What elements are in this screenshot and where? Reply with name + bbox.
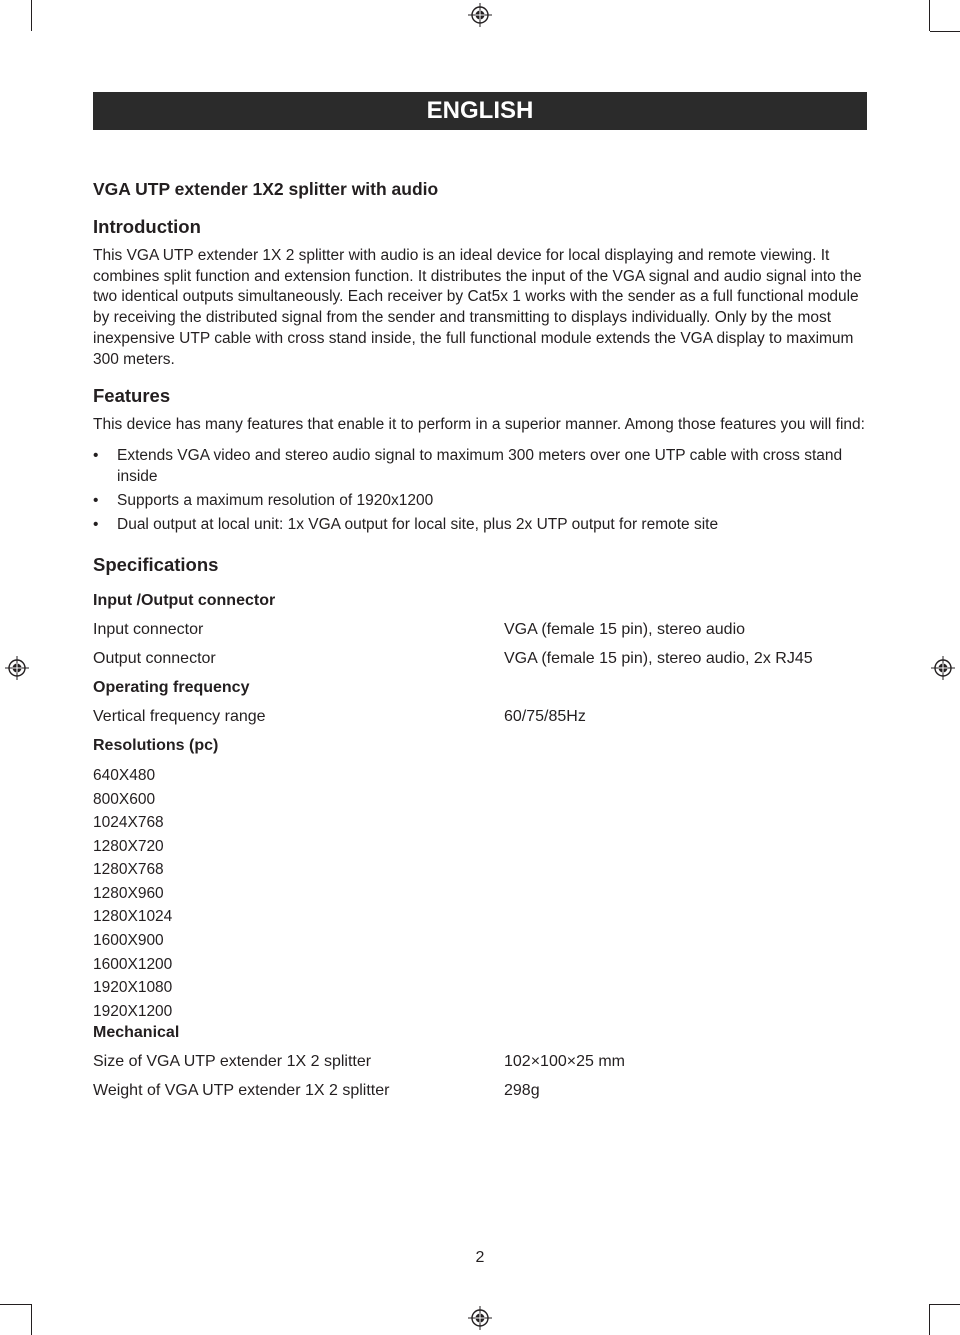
spec-value: VGA (female 15 pin), stereo audio xyxy=(504,620,746,638)
page-number: 2 xyxy=(475,1249,485,1266)
spec-value: 102×100×25 mm xyxy=(504,1053,625,1071)
spec-label: Output connector xyxy=(93,649,216,667)
page-content xyxy=(93,177,873,1101)
resolution-item: 1920X1080 xyxy=(93,979,173,997)
crop-mark-icon xyxy=(0,1304,31,1305)
registration-mark-icon xyxy=(931,656,955,680)
registration-mark-icon xyxy=(5,656,29,680)
spec-row xyxy=(93,620,873,640)
resolution-item: 1280X720 xyxy=(93,837,164,855)
features-list xyxy=(93,445,873,535)
features-section xyxy=(93,384,873,535)
crop-mark-icon xyxy=(930,31,960,32)
specifications-section xyxy=(93,553,873,1102)
spec-value: 298g xyxy=(504,1082,540,1100)
spec-label: Vertical frequency range xyxy=(93,707,266,725)
introduction-section xyxy=(93,215,873,370)
resolution-item: 1920X1200 xyxy=(93,1002,173,1020)
resolution-item: 1280X768 xyxy=(93,861,164,879)
resolution-item: 1280X960 xyxy=(93,884,164,902)
feature-text: Supports a maximum resolution of 1920x1200 xyxy=(117,491,434,509)
resolution-item: 1600X1200 xyxy=(93,955,173,973)
spec-label: Weight of VGA UTP extender 1X 2 splitter xyxy=(93,1082,390,1100)
resolutions-list xyxy=(93,764,873,1024)
language-banner: ENGLISH xyxy=(93,92,867,130)
resolution-item: 800X600 xyxy=(93,790,156,808)
features-heading: Features xyxy=(93,385,171,407)
document-title: VGA UTP extender 1X2 splitter with audio xyxy=(93,179,439,199)
feature-item xyxy=(93,490,873,511)
introduction-heading: Introduction xyxy=(93,216,201,237)
spec-value: 60/75/85Hz xyxy=(504,707,586,725)
feature-item xyxy=(93,514,873,535)
bullet-icon: • xyxy=(93,491,99,509)
crop-mark-icon xyxy=(930,1304,960,1305)
resolution-item: 1024X768 xyxy=(93,814,164,832)
crop-mark-icon xyxy=(929,1304,930,1335)
crop-mark-icon xyxy=(31,0,32,31)
feature-text: Extends VGA video and stereo audio signal to maximum 300 meters over one UTP cable with cross stand inside xyxy=(117,446,843,485)
bullet-icon: • xyxy=(93,515,99,533)
features-intro: This device has many features that enable it to perform in a superior manner. Among those features you will find: xyxy=(93,416,865,434)
spec-group-heading: Resolutions (pc) xyxy=(93,736,219,754)
spec-label: Size of VGA UTP extender 1X 2 splitter xyxy=(93,1053,372,1071)
resolution-item: 1600X900 xyxy=(93,932,164,950)
resolution-item: 640X480 xyxy=(93,766,156,784)
specifications-heading: Specifications xyxy=(93,553,219,575)
feature-text: Dual output at local unit: 1x VGA output for local site, plus 2x UTP output for remote site xyxy=(117,515,719,533)
feature-item xyxy=(93,445,873,487)
spec-row xyxy=(93,707,873,727)
spec-group-heading: Mechanical xyxy=(93,1024,180,1042)
registration-mark-icon xyxy=(468,1306,492,1330)
spec-group-heading: Input /Output connector xyxy=(93,591,276,609)
spec-row xyxy=(93,649,873,669)
resolution-item: 1280X1024 xyxy=(93,908,173,926)
spec-value: VGA (female 15 pin), stereo audio, 2x RJ45 xyxy=(504,649,813,667)
bullet-icon: • xyxy=(93,446,99,464)
spec-label: Input connector xyxy=(93,620,204,638)
introduction-text: This VGA UTP extender 1X 2 splitter with audio is an ideal device for local displaying and remote viewing. It combines split function and extension function. It distributes the input of the VGA signal and audio signal into the two identical outputs simultaneously. Each receiver by Cat5x 1 works with the sender as a full functional module by receiving the distributed signal from the sender and transmitting to displays individually. Only by the most inexpensive UTP cable with cross stand inside, the full functional module extends the VGA display to maximum 300 meters. xyxy=(93,247,862,368)
registration-mark-icon xyxy=(468,3,492,27)
crop-mark-icon xyxy=(929,0,930,31)
spec-group-heading: Operating frequency xyxy=(93,678,250,696)
spec-row xyxy=(93,1052,873,1072)
crop-mark-icon xyxy=(31,1304,32,1335)
spec-row xyxy=(93,1081,873,1101)
